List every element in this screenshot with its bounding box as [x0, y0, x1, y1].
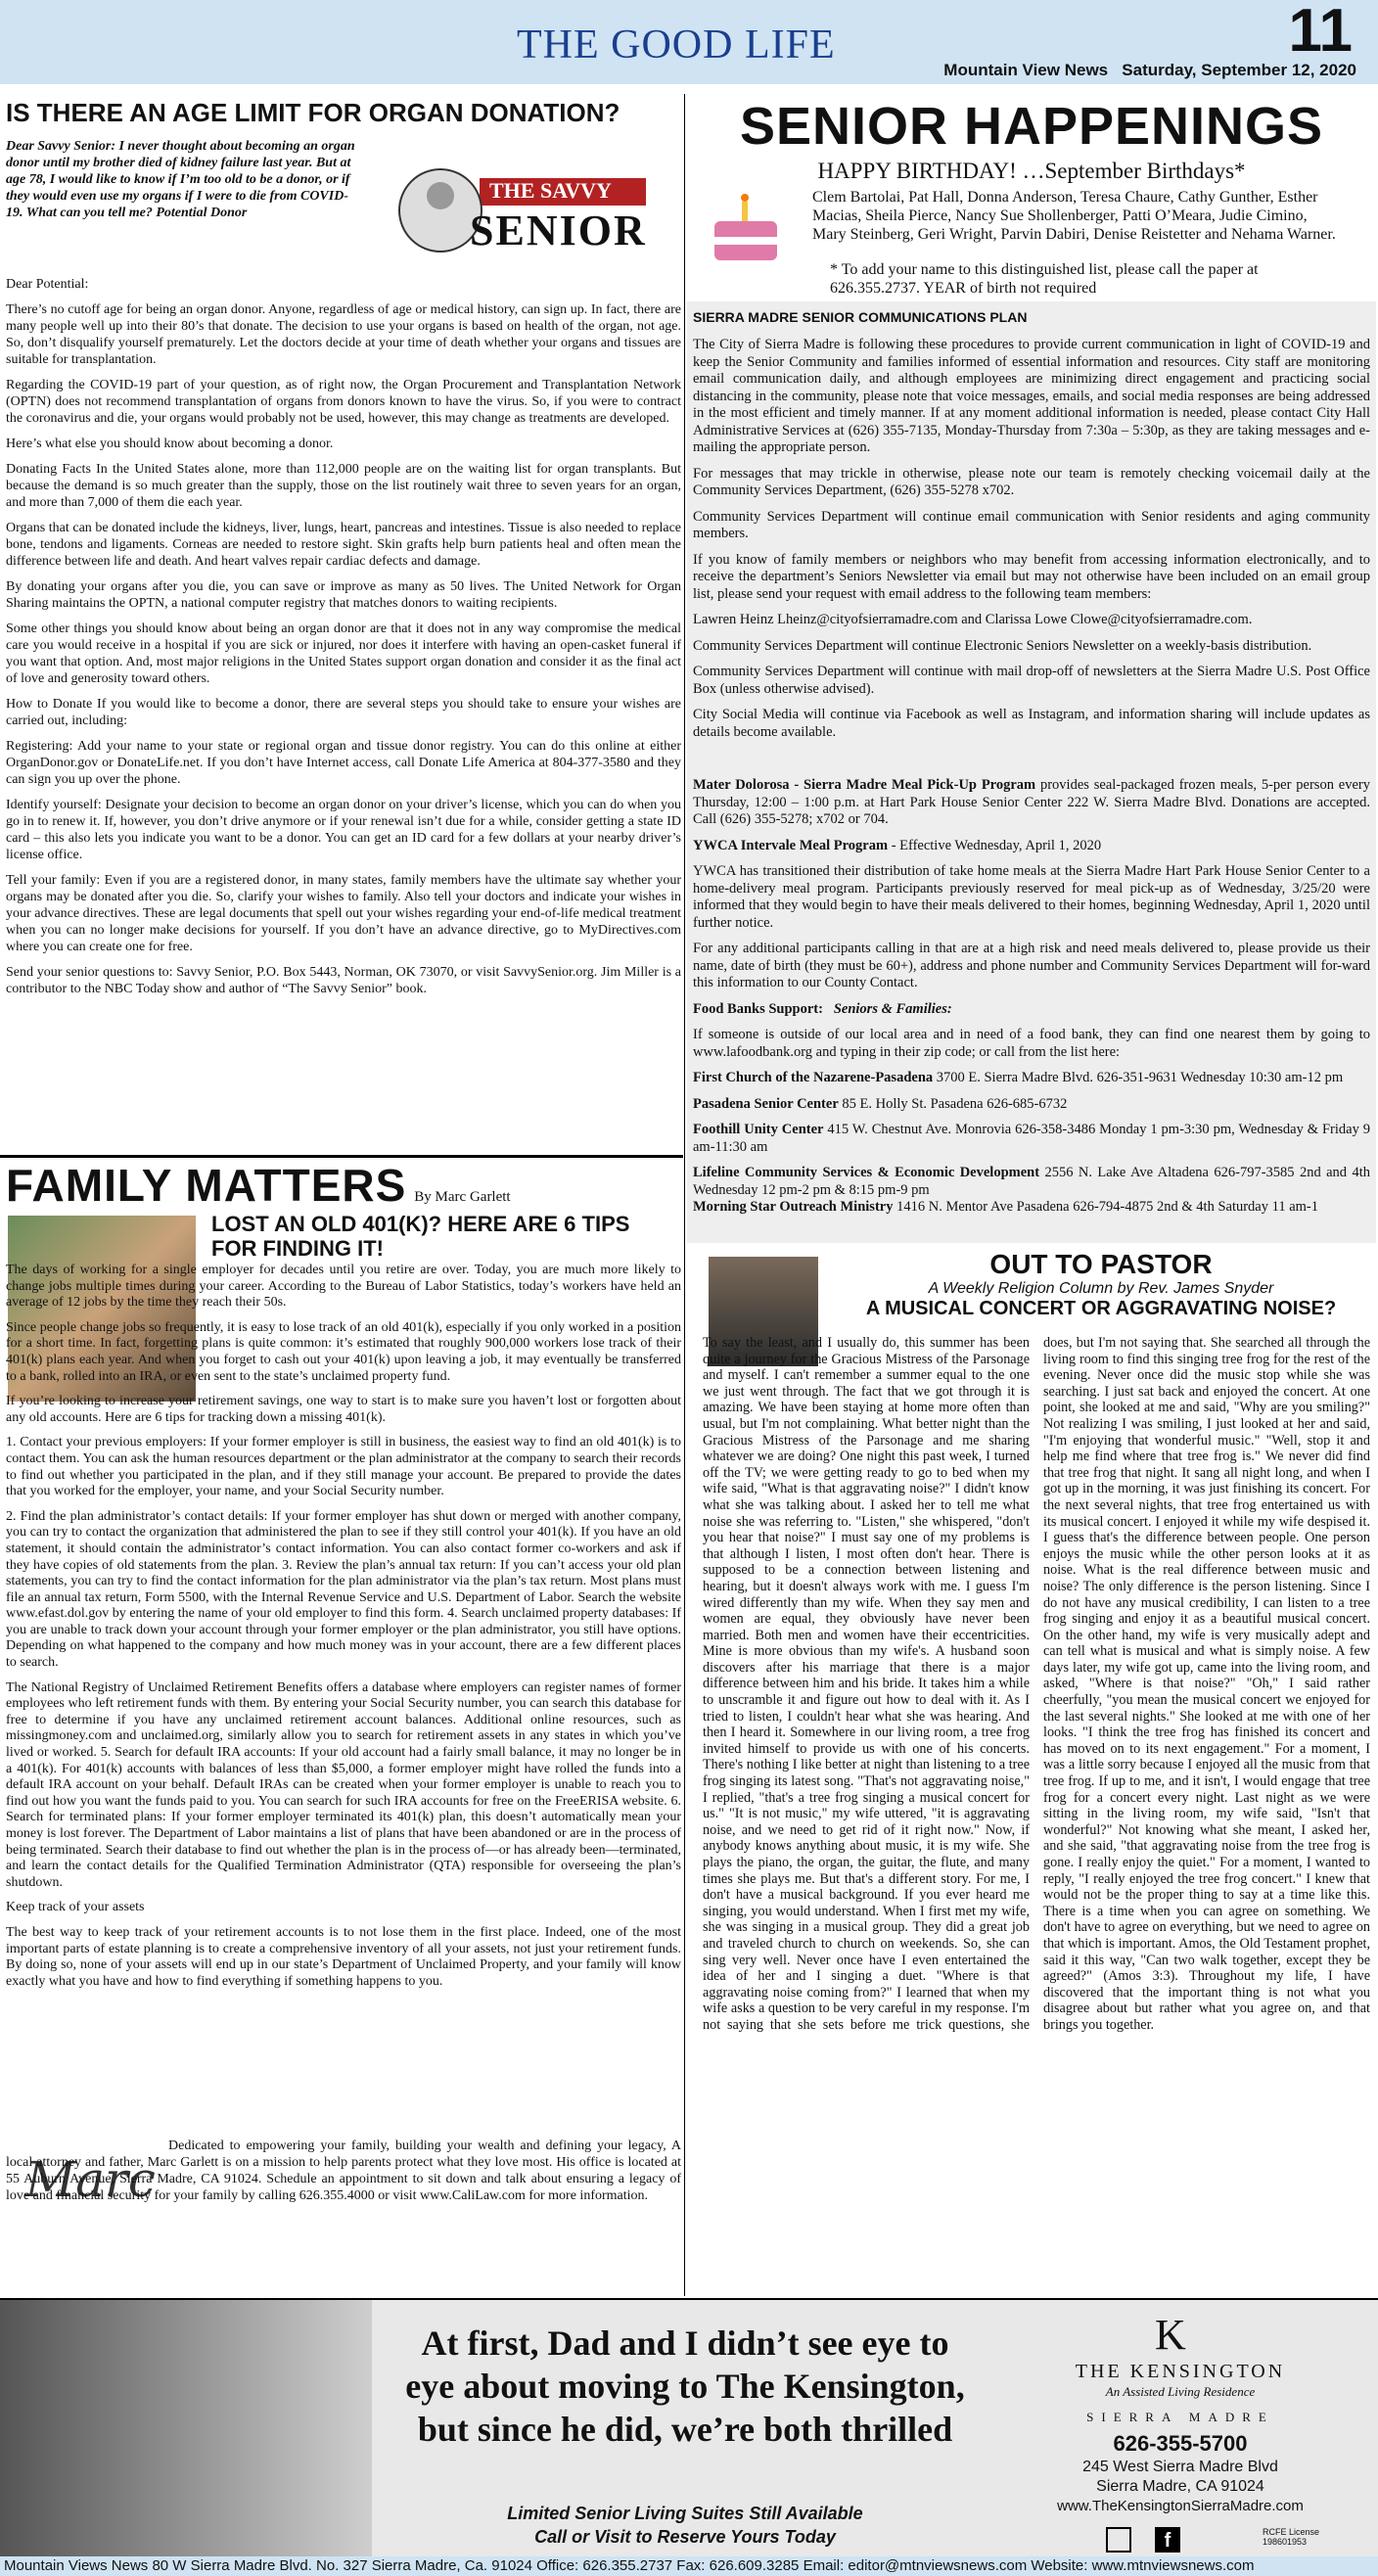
paragraph: How to Donate If you would like to become a donor, there are several steps you should take to ensure your wishes are carried out, including:	[6, 697, 681, 728]
senior-body	[693, 337, 1370, 750]
paragraph: Community Services Department will continue with mail drop-off of newsletters at the Sierra Madre U.S. Post Office Box (unless otherwise advised).	[693, 664, 1370, 697]
family-headline: LOST AN OLD 401(K)? HERE ARE 6 TIPS FOR FINDING IT!	[211, 1212, 630, 1261]
ad-city: SIERRA MADRE	[1086, 2410, 1274, 2424]
family-matters	[6, 1159, 681, 1212]
pastor-sub: A Weekly Religion Column by Rev. James Snyder	[928, 1280, 1274, 1297]
paragraph: There’s no cutoff age for being an organ donor. Anyone, regardless of age or medical history, can sign up. In fact, there are many people well up into their 80’s that donate. The decision to use your organs is based on health of the organ, not age. So, don’t disqualify yourself prematurely. Let the doctors decide at your time of death whether your organs and tissues are suitable for transplantation.	[6, 302, 681, 367]
paragraph: For messages that may trickle in otherwise, please note our team is remotely checking voicemail daily at the Community Services Department, (626) 355-5278 x702.	[693, 465, 1370, 498]
organ-letter: Dear Savvy Senior: I never thought about becoming an organ donor until my brother died of kidney failure last year. But at age 78, I would like to know if I’m too old to be a donor, or if they would even use my organs if I were to die from COVID-19. What can you tell me? Potential Donor	[6, 139, 355, 220]
signature: Marc	[25, 2151, 156, 2208]
birthday-note: * To add your name to this distinguished list, please call the paper at 626.355.2737. YEAR of birth not required	[830, 261, 1259, 297]
birthday-names: Clem Bartolai, Pat Hall, Donna Anderson, Teresa Chaure, Cathy Gunther, Esther Macias, Sheila Pierce, Nancy Sue Shollenberger, Patti O’Meara, Judie Cimino, Mary Steinberg, Geri Wright, Parvin Dabiri, Denise Reistetter and Nehama Warner.	[812, 189, 1336, 243]
paragraph: Keep track of your assets	[6, 1900, 145, 1915]
ad-headline: At first, Dad and I didn’t see eye to eye about moving to The Kensington, but since he did, we’re both thrilled	[405, 2323, 965, 2449]
ad-photo	[0, 2300, 372, 2562]
paragraph: The best way to keep track of your retirement accounts is to not lose them in the first place. Indeed, one of the most important parts of estate planning is to create a comprehensive inventory of all your assets, not just your retirement funds. By doing so, none of your assets will end up in our state’s Department of Unclaimed Property, and your family will know exactly what you have and how to find everything if something happens to you.	[6, 1924, 681, 1989]
organ-title: IS THERE AN AGE LIMIT FOR ORGAN DONATION?	[6, 98, 620, 127]
paragraph: 2. Find the plan administrator’s contact details: If your former employer has shut down or merged with another company, you can try to contact the organization that administered the plan to see if they still control your 401(k). If you have an old statement, it should contain the administrator’s contact information. You can also contact former co-workers and ask if they have copies of old statements from the plan. 3. Review the plan’s annual tax return: If you can’t access your old plan statements, you can try to find the contact information for the plan administrator via the plan’s tax return. Most plans must file an annual tax return, Form 5500, with the Internal Revenue Service and U.S. Department of Labor. Search the website www.efast.dol.gov by entering the name of your old employer to find this form. 4. Search unclaimed property databases: If you are unable to track down your account through your former employer or the plan administrator, you still have options. Depending on what happened to the company and how much money was in your account, there are a few different places to search.	[6, 1508, 681, 1671]
senior-title: SENIOR HAPPENINGS	[739, 97, 1324, 156]
paragraph: If you know of family members or neighbors who may benefit from accessing information electronically, and to receive the department’s Seniors Newsletter via email but may not otherwise have been included on an email group list, please send your request with email address to the following team members:	[693, 551, 1370, 602]
paragraph: Since people change jobs so frequently, it is easy to lose track of an old 401(k), especially if you only worked in a position for a short time. In fact, forgetting plans is quite common: it’s estimated that roughly 900,000 workers lose track of their 401(k) plans each year. And when you forget to cash out your 401(k) upon leaving a job, it may eventually be transferred to a bank, rolled into an IRA, or even sent to the state’s unclaimed property fund.	[6, 1319, 681, 1384]
paragraph: Some other things you should know about being an organ donor are that it does not in any way compromise the medical care you would receive in a hospital if you are sick or injured, nor does it interfere with having an open-casket funeral if you want that option. And, most major religions in the United States support organ donation and consider it as the final act of love and generosity toward others.	[6, 621, 681, 686]
ad-phone: 626-355-5700	[1113, 2431, 1248, 2456]
paragraph: If you’re looking to increase your retirement savings, one way to start is to make sure you haven’t lost or forgotten about any old accounts. Here are 6 tips for tracking down a missing 401(k).	[6, 1394, 681, 1425]
logo-big-text: SENIOR	[470, 207, 647, 254]
column-rule	[684, 94, 685, 2296]
paragraph: Tell your family: Even if you are a registered donor, in many states, family members have the ultimate say whether your organs may be donated after you die. So, clarify your wishes to family. Also tell your doctors and indicate your wishes in your advance directives. These are legal documents that spell out your wishes regarding your end-of-life medical treatment when you can no longer make decisions for yourself. If you don’t have an advance directive, go to MyDirectives.com where you can create one for free.	[6, 873, 681, 954]
paragraph: Send your senior questions to: Savvy Senior, P.O. Box 5443, Norman, OK 73070, or visit SavvySenior.org. Jim Miller is a contributor to the NBC Today show and author of “The Savvy Senior” book.	[6, 965, 681, 996]
paragraph: City Social Media will continue via Facebook as well as Instagram, and information sharing will include updates as details become available.	[693, 707, 1370, 740]
paragraph: Regarding the COVID-19 part of your question, as of right now, the Organ Procurement and Transplantation Network (OPTN) does not recommend transplantation of organs from donors known to have the virus. So, if you were to contract the coronavirus and die, your organs would probably not be used, however, this may change as treatments are developed.	[6, 378, 681, 426]
pastor-headline: A MUSICAL CONCERT OR AGGRAVATING NOISE?	[865, 1298, 1337, 1319]
pastor-title: OUT TO PASTOR	[989, 1249, 1213, 1279]
kensington-ad	[0, 2298, 1378, 2562]
paragraph: Community Services Department will continue Electronic Seniors Newsletter on a weekly-basis distribution.	[693, 637, 1312, 654]
savvy-senior-logo	[372, 157, 656, 264]
birthday-title: HAPPY BIRTHDAY! …September Birthdays*	[817, 159, 1246, 183]
senior-happenings	[689, 96, 1374, 184]
section-title: THE GOOD LIFE	[517, 23, 836, 68]
issue-info: Mountain View News Saturday, September 12, 2020	[943, 61, 1356, 79]
paragraph: Donating Facts In the United States alone, more than 112,000 people are on the waiting list for organ transplants. But because the demand is so much greater than the supply, those on the list routinely wait three to seven years for an organ, and more than 7,000 of them die each year.	[6, 462, 681, 510]
family-title: FAMILY MATTERS	[6, 1160, 407, 1211]
paragraph: The days of working for a single employer for decades until you retire are over. Today, you are much more likely to change jobs multiple times during your career. According to the Bureau of Labor Statistics, today’s workers have held an average of 12 jobs by the time they reach their 50s.	[6, 1263, 681, 1311]
page-header	[0, 0, 1378, 84]
page-number: 11	[1288, 0, 1353, 65]
paragraph: Registering: Add your name to your state or regional organ and tissue donor registry. You can do this online at either OrganDonor.gov or DonateLife.net. If you don’t have Internet access, call Donate Life America at 804-377-3580 and they can sign you up over the phone.	[6, 739, 681, 787]
equal-housing-icon	[1106, 2527, 1131, 2553]
ad-license: RCFE License 198601953	[1263, 2527, 1320, 2547]
ad-logo-k: K	[1155, 2311, 1186, 2359]
family-byline: By Marc Garlett	[414, 1189, 511, 1205]
ad-addr1: 245 West Sierra Madre Blvd	[1082, 2459, 1278, 2475]
ad-brand: THE KENSINGTON	[1075, 2361, 1286, 2382]
paragraph: By donating your organs after you die, you can save or improve as many as 50 lives. The United Network for Organ Sharing maintains the OPTN, a national computer registry that matches donors to waiting recipients.	[6, 579, 681, 611]
family-body	[6, 1263, 681, 1999]
paragraph: Identify yourself: Designate your decision to become an organ donor on your driver’s license, which you can do when you go in to renew it. If, however, you don’t drive anymore or if your renewal isn’t due for a while, consider getting a state ID card – this also lets you indicate you want to be a donor. You can get an ID card for a few dollars at your nearby driver’s license office.	[6, 798, 681, 862]
family-bio: Dedicated to empowering your family, building your wealth and defining your legacy, A local attorney and father, Marc Garlett is on a mission to help parents protect what they love most. His office is located at 55 Auburn Avenue, Sierra Madre, CA 91024. Schedule an appointment to sit down and talk about ensuring a legacy of love and financial security for your family by calling 626.355.4000 or visit www.CaliLaw.com for more information.	[6, 2139, 681, 2203]
pastor-header	[832, 1249, 1370, 1320]
paragraph: Community Services Department will continue email communication with Senior residents and aging community members.	[693, 508, 1370, 541]
page-footer: Mountain Views News 80 W Sierra Madre Blvd. No. 327 Sierra Madre, Ca. 91024 Office: 626.355.2737 Fax: 626.609.3285 Email: editor@mtnviewsnews.com Website: www.mtnviewsnews.com	[0, 2556, 1378, 2576]
ad-brand-sub: An Assisted Living Residence	[1105, 2384, 1256, 2399]
paragraph: The City of Sierra Madre is following these procedures to provide current communication in light of COVID-19 and keep the Senior Community and families informed of essential information and resources. City staff are monitoring email communication daily, and although employees are minimizing direct engagement and practicing social distancing in the community, please note that voice messages, emails, and social media responses are being addressed in the most efficient and timely manner. If at any moment additional information is needed, please contact City Hall Administrative Services at (626) 355-7135, Monday-Thursday from 7:30a – 5:30p, as they are taking messages and e-mailing the appropriate person.	[693, 337, 1370, 455]
senior-services: Mater Dolorosa - Sierra Madre Meal Pick-Up Program provides seal-packaged frozen meals, 5-per person every Thursday, 12:00 – 1:00 p.m. at Hart Park House Senior Center 222 W. Sierra Madre Blvd. Donations are accepted. Call (626) 355-5278; x702 or 704. YWCA Intervale Meal Program - Effective Wednesday, April 1, 2020 YWCA has transitioned their distribution of take home meals at the Sierra Madre Hart Park House Senior Center to a home-delivery meal program. Participants previously reserved for meal pick-up as of Wednesday, 3/25/20 were informed that they would begin to have their meals delivered to their homes, beginning Wednesday, April 1, 2020 until further notice. For any additional participants calling in that are at a high risk and need meals delivered to, please provide us their name, date of birth (they must be 60+), address and phone number and Community Services Department will for-ward this information to our County Contact. Food Banks Support: Seniors & Families: If someone is outside of our local area and in need of a food bank, they can find one nearest them by going to www.lafoodbank.org and typing in their zip code; or call from the list here: First Church of the Nazarene-Pasadena 3700 E. Sierra Madre Blvd. 626-351-9631 Wednesday 10:30 am-12 pm Pasadena Senior Center 85 E. Holly St. Pasadena 626-685-6732 Foothill Unity Center 415 W. Chestnut Ave. Monrovia 626-358-3486 Monday 1 pm-3:30 pm, Wednesday & Friday 9 am-11:30 am Lifeline Community Services & Economic Development 2556 N. Lake Ave Altadena 626-797-3585 2nd and 4th Wednesday 12 pm-2 pm & 8:15 pm-9 pm Morning Star Outreach Ministry 1416 N. Mentor Ave Pasadena 626-794-4875 2nd & 4th Saturday 11 am-1	[693, 777, 1370, 1215]
paragraph: The National Registry of Unclaimed Retirement Benefits offers a database where employers can register names of former employees who left retirement funds with them. By entering your Social Security number, you can search this database for free to determine if you have any unclaimed retirement account balances. Additional online resources, such as missingmoney.com and unclaimed.org, similarly allow you to search for retirement assets in any states in which you’ve lived or worked. 5. Search for default IRA accounts: If your old account had a fairly small balance, it may no longer be in a 401(k). For 401(k) accounts with balances of less than $5,000, a former employer might have rolled the funds into a default IRA account on your behalf. Default IRAs can be created when your former employer is unable to reach you to find out how you want the funds paid to you. You can search for such IRA accounts for free on the FreeERISA website. 6. Search for terminated plans: If your former employer terminated its 401(k) plan, this doesn’t automatically mean your money is lost forever. The Department of Labor maintains a list of plans that have been abandoned or are in the process of being terminated. Search their database to find out whether the plan is in the process of—or has already been—terminated, and learn the contact details for the Qualified Termination Administrator (QTA) responsible for overseeing the plan’s shutdown.	[6, 1679, 681, 1890]
paragraph: Dear Potential:	[6, 277, 89, 292]
pastor-body: To say the least, and I usually do, this summer has been quite a journey for the Gracious Mistress of the Parsonage and myself. I can't remember a summer equal to the one we just went through. The fact that we got through it is amazing. We have been staying at home more often than usual, but I'm not complaining. What better night than the Gracious Mistress of the Parsonage and me sharing whatever we are doing? One night this past week, I turned off the TV; we were getting ready to go to bed when my wife said, "What is that aggravating noise?" I didn't know what she was talking about. I asked her to tell me what noise she was referring to. "Listen," she whispered, "don't you hear that noise?" I must say one of my problems is that although I listen, I most often don't hear. There is supposed to be a connection between listening and hearing, but it doesn't always work with me. I guess I'm wired differently than my wife. When they say men and women are equal, they obviously have never been married. Both men and women have their eccentricities. Mine is more obvious than my wife's. A husband soon discovers after his marriage that there is a major difference between him and his bride. It takes him a while to unscramble it and figure out how to deal with it. As I tried to listen, I couldn't hear what she was hearing. And then I heard it. Somewhere in our living room, a tree frog invited himself to provide us with one of his concerts. There's nothing I like better at night than listening to a tree frog singing its latest song. "That's not aggravating noise," I replied, "that's a tree frog singing a musical concert for us." "It is not music," my wife uttered, "it is aggravating noise, and we need to get rid of it right now." Now, if anybody knows anything about music, it is my wife. She plays the piano, the organ, the guitar, the flute, and many times she plays me. But that's a different story. For me, I don't have a musical background. If you ever heard me singing, you would understand. When I first met my wife, she was singing in a musical group. They did a great job and traveled church to church on weekends. So, she can sing very well. Never once have I even entertained the idea of her and I singing a duet. "Where is that aggravating noise coming from?" I learned that when my wife asks a question to be very careful in my response. I'm not saying that she sets before me trick questions, she does, but I'm not saying that. She searched all through the living room to find this singing tree frog for the rest of the evening. Never once did the music stop while she was searching. I just sat back and enjoyed the concert. At one point, she looked at me and said, "Why are you smiling?" Not realizing I was smiling, I just looked at her and said, "I'm enjoying that wonderful music." "Well, stop it and help me find where that tree frog is." We never did find that tree frog that night. It sang all night long, and when I got up in the morning, it was just finishing its concert. For the next several nights, that tree frog entertained us with its musical concert. I enjoyed it while my wife despised it. I guess that's the difference between people. One person enjoys the music while the other person looks at it as noise. What is the real difference between music and noise? The only difference is the person listening. Since I do not have any musical credibility, I can listen to a tree frog singing and enjoy it as a beautiful musical concert. On the other hand, my wife is very musically adept and can tell what is musical and what is simply noise. A few days later, my wife got up, came into the living room, and asked, "Where is that noise?" "Oh," I said rather cheerfully, "you mean the musical concert we enjoyed for the last several nights." She looked at me with one of her looks. "I think the tree frog has finished its concert and has moved on to its next engagement." For a moment, I was a little sorry because I enjoyed all the music from that tree frog. If up to me, and it isn't, I would engage that tree frog for a concert every night. Last night as we were sitting in the living room, my wife said, "Isn't that wonderful?" Not knowing what she meant, I asked her, and she said, "that aggravating noise from the tree frog is gone. I really enjoy the quiet." For a moment, I wanted to reply, "I really enjoyed the tree frog concert." I knew that would not be the proper thing to say at a time like this. There is a time when you can agree on something. We don't have to agree on everything, but we need to agree on that which is important. Amos, the Old Testament prophet, said it this way, "Can two walk together, except they be agreed?" (Amos 3:3). Throughout my life, I have discovered that the important thing is not what you disagree about but rather what you agree on, and that brings you together.	[703, 1335, 1370, 2033]
divider	[0, 1155, 683, 1158]
paragraph: Lawren Heinz Lheinz@cityofsierramadre.com and Clarissa Lowe Clowe@cityofsierramadre.com.	[693, 612, 1253, 627]
logo-small-text: THE SAVVY	[489, 178, 612, 203]
organ-body	[6, 276, 681, 1006]
plan-title: SIERRA MADRE SENIOR COMMUNICATIONS PLAN	[693, 309, 1028, 325]
cake-icon	[707, 182, 785, 268]
ad-web: www.TheKensingtonSierraMadre.com	[1057, 2498, 1304, 2514]
facebook-icon: f	[1155, 2527, 1180, 2553]
ad-tag2: Call or Visit to Reserve Yours Today	[534, 2527, 836, 2547]
paragraph: 1. Contact your previous employers: If your former employer is still in business, the easiest way to find an old 401(k) is to contact them. You can ask the human resources department or the plan administrator at the company to search their records to find out whether you participated in the plan, and if they still manage your account. Be prepared to provide the dates that you worked for the employer, your name, and your Social Security number.	[6, 1435, 681, 1499]
paragraph: Here’s what else you should know about becoming a donor.	[6, 437, 334, 451]
ad-addr2: Sierra Madre, CA 91024	[1096, 2478, 1264, 2495]
ad-tag1: Limited Senior Living Suites Still Available	[507, 2504, 863, 2523]
paragraph: Organs that can be donated include the kidneys, liver, lungs, heart, pancreas and intestines. Tissue is also needed to replace bone, tendons and ligaments. Corneas are needed to restore sight. Skin grafts help burn patients heal and often mean the difference between life and death. And heart valves repair cardiac defects and damage.	[6, 521, 681, 569]
